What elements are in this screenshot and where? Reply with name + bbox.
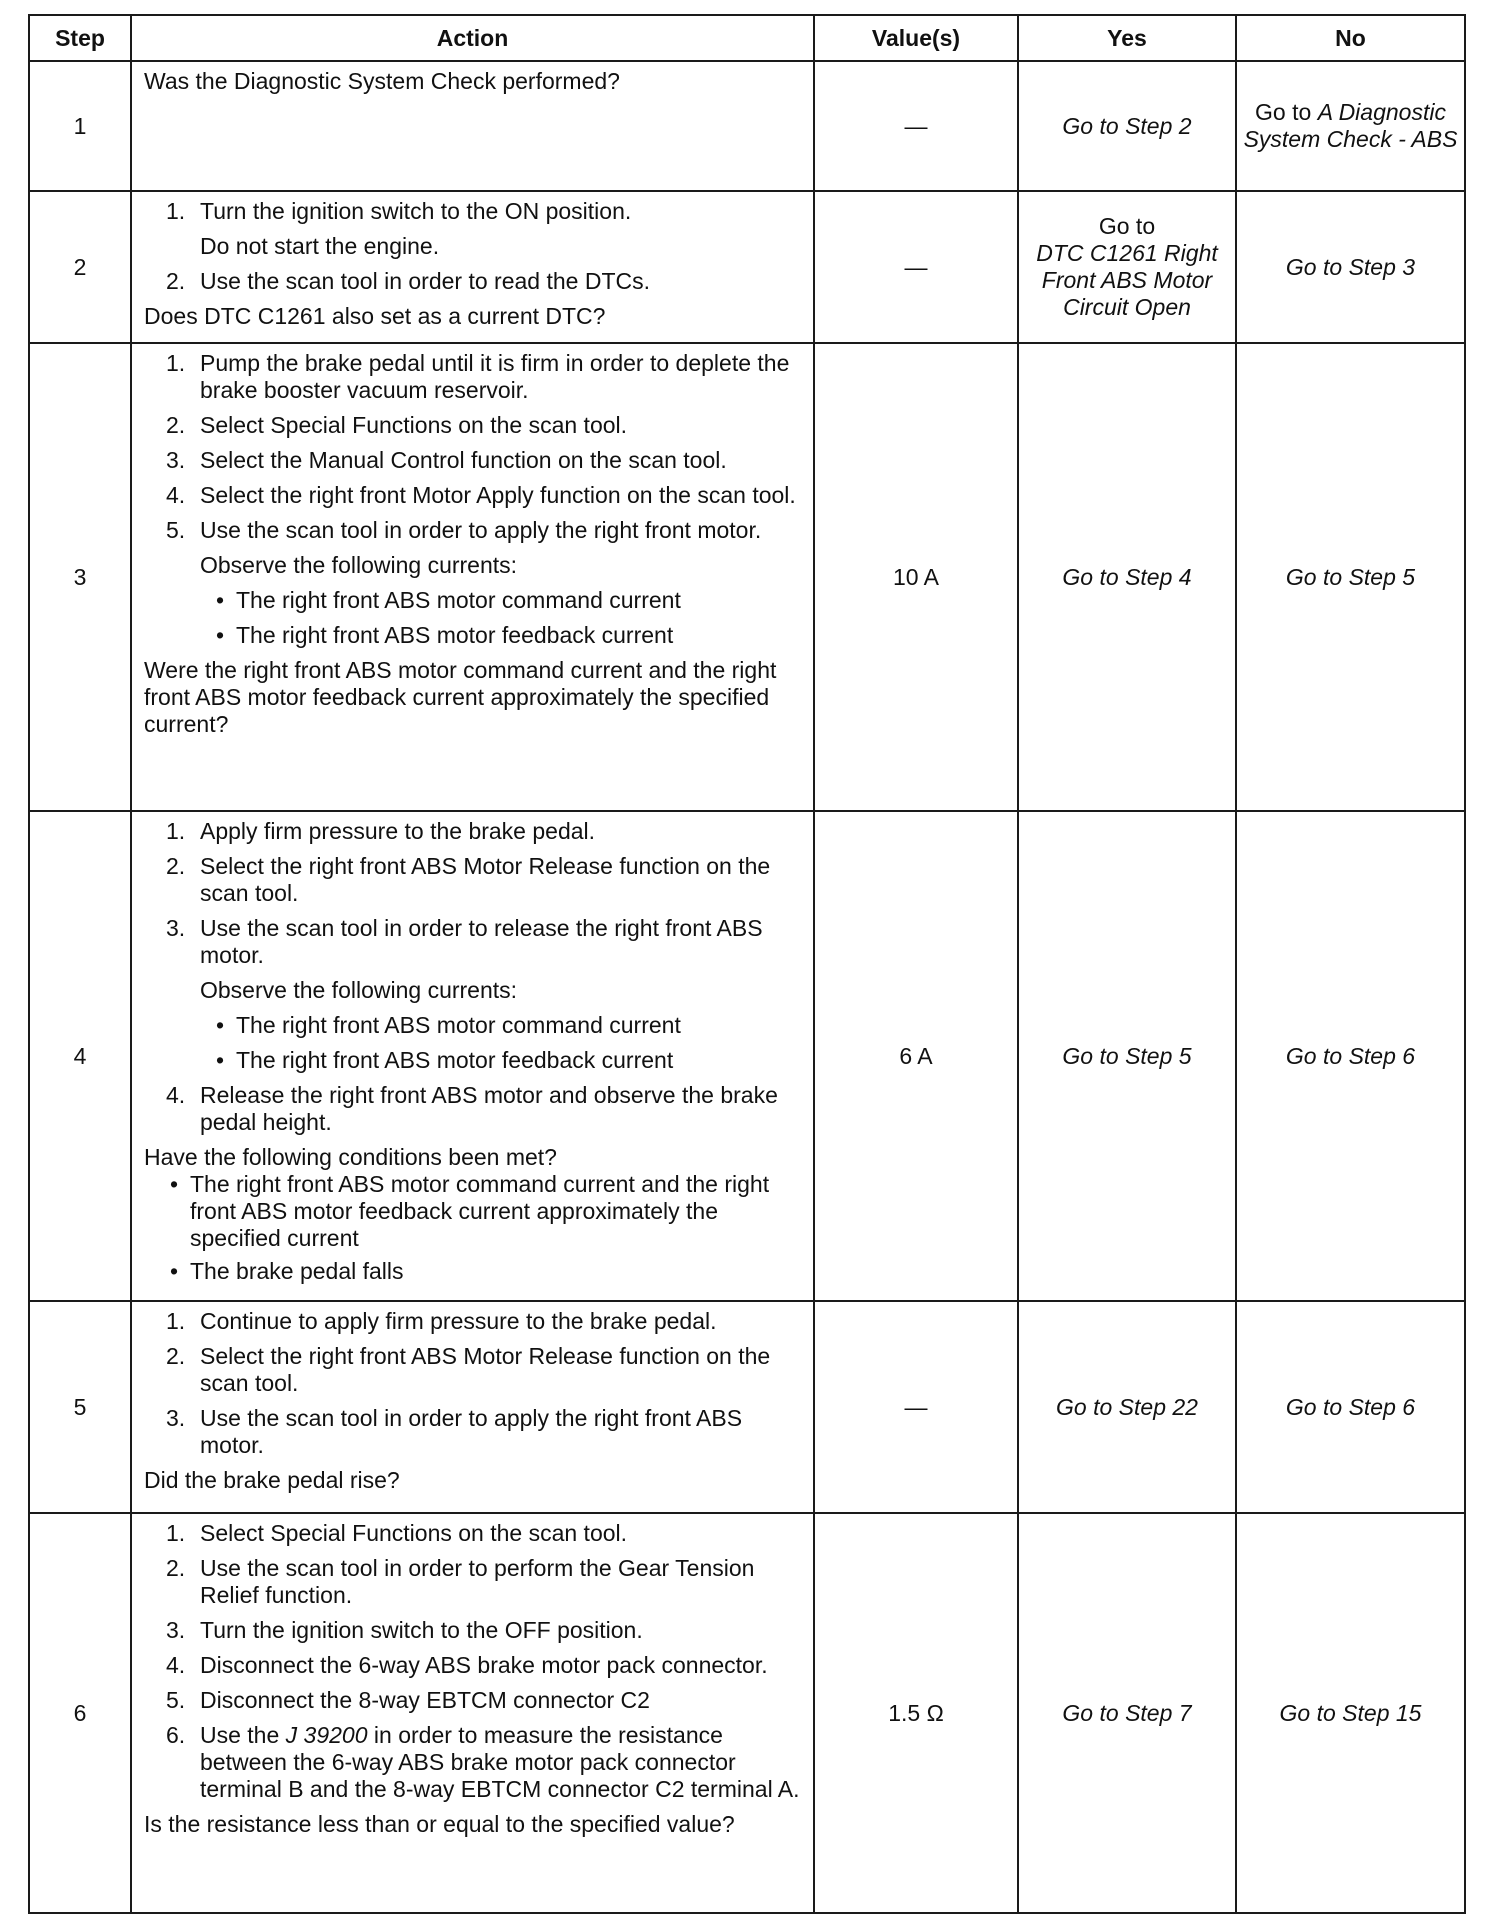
observe-text: Observe the following currents:: [200, 552, 518, 578]
value-cell: 10 A: [814, 343, 1018, 811]
action-cell: [131, 61, 814, 191]
value-cell: 1.5 Ω: [814, 1513, 1018, 1913]
value-cell: —: [814, 1301, 1018, 1513]
yes-prefix: Go to: [1098, 213, 1156, 239]
condition-item: • The brake pedal falls: [144, 1258, 803, 1285]
step-number: 4: [29, 811, 131, 1301]
step-number: 3: [29, 343, 131, 811]
value-cell: 6 A: [814, 811, 1018, 1301]
no-link[interactable]: A Diagnostic System Check - ABS: [1243, 99, 1458, 152]
diagnostic-table-page: [28, 14, 1464, 1914]
list-item: 1. Select Special Functions on the scan tool.: [166, 1520, 628, 1546]
list-item: 1. Continue to apply firm pressure to the brake pedal.: [166, 1308, 717, 1334]
table-row-step-3: [29, 343, 1465, 811]
list-item: 3. Select the Manual Control function on the scan tool.: [166, 447, 727, 473]
list-item: 4. Release the right front ABS motor and observe the brake pedal height.: [166, 1082, 778, 1135]
step-number: 1: [29, 61, 131, 191]
header-yes: Yes: [1018, 15, 1236, 61]
table-row-step-4: [29, 811, 1465, 1301]
list-item: 2. Use the scan tool in order to perform the Gear Tension Relief function.: [166, 1555, 755, 1608]
question-text: Was the Diagnostic System Check performed?: [144, 68, 620, 94]
yes-cell[interactable]: Go to Step 5: [1018, 811, 1236, 1301]
question-text: Have the following conditions been met?: [144, 1144, 557, 1170]
list-item: 5. Disconnect the 8-way EBTCM connector C2: [166, 1687, 650, 1713]
diagnostic-table: [28, 14, 1466, 1914]
list-item: 6. Use the J 39200 in order to measure the resistance between the 6-way ABS brake motor pack connector terminal B and the 8-way EBTCM connector C2 terminal A.: [166, 1722, 800, 1802]
question-text: Is the resistance less than or equal to the specified value?: [144, 1811, 735, 1837]
header-no: No: [1236, 15, 1465, 61]
yes-cell[interactable]: Go to Step 22: [1018, 1301, 1236, 1513]
table-row-step-5: [29, 1301, 1465, 1513]
condition-item: • The right front ABS motor command current and the right front ABS motor feedback current approximately the specified current: [144, 1171, 803, 1252]
list-item: 2. Select the right front ABS Motor Release function on the scan tool.: [166, 853, 771, 906]
header-step: Step: [29, 15, 131, 61]
list-item: 2. Select Special Functions on the scan tool.: [166, 412, 628, 438]
action-cell: [131, 343, 814, 811]
value-cell: —: [814, 61, 1018, 191]
step-number: 2: [29, 191, 131, 343]
action-cell: [131, 1513, 814, 1913]
value-cell: —: [814, 191, 1018, 343]
list-item: 4. Select the right front Motor Apply function on the scan tool.: [166, 482, 796, 508]
list-item: 2. Use the scan tool in order to read the DTCs.: [166, 268, 650, 294]
header-action: Action: [131, 15, 814, 61]
list-item: 3. Use the scan tool in order to apply the right front ABS motor.: [166, 1405, 743, 1458]
table-row-step-1: [29, 61, 1465, 191]
list-item: 5. Use the scan tool in order to apply the right front motor. Observe the following currents: • The right front ABS motor command current • The right front ABS motor feedback current: [166, 517, 803, 649]
bullet-item: • The right front ABS motor command current: [200, 1012, 803, 1039]
list-item: 1. Apply firm pressure to the brake pedal.: [166, 818, 596, 844]
no-cell[interactable]: Go to Step 5: [1236, 343, 1465, 811]
step-number: 6: [29, 1513, 131, 1913]
list-item: 1. Pump the brake pedal until it is firm in order to deplete the brake booster vacuum reservoir.: [166, 350, 790, 403]
item-note: Do not start the engine.: [200, 233, 440, 259]
header-row: [29, 15, 1465, 61]
no-cell[interactable]: Go to Step 3: [1236, 191, 1465, 343]
action-cell: [131, 191, 814, 343]
bullet-item: • The right front ABS motor command current: [200, 587, 803, 614]
list-item: 1. Turn the ignition switch to the ON position. Do not start the engine.: [166, 198, 803, 260]
action-cell: [131, 1301, 814, 1513]
question-text: Does DTC C1261 also set as a current DTC?: [144, 303, 606, 329]
no-cell[interactable]: Go to Step 15: [1236, 1513, 1465, 1913]
no-cell[interactable]: [1236, 61, 1465, 191]
question-text: Did the brake pedal rise?: [144, 1467, 400, 1493]
no-cell[interactable]: Go to Step 6: [1236, 811, 1465, 1301]
question-text: Were the right front ABS motor command current and the right front ABS motor feedback current approximately the specified current?: [144, 657, 777, 737]
list-item: 4. Disconnect the 6-way ABS brake motor pack connector.: [166, 1652, 768, 1678]
table-row-step-6: [29, 1513, 1465, 1913]
yes-cell[interactable]: [1018, 191, 1236, 343]
observe-text: Observe the following currents:: [200, 977, 518, 1003]
bullet-item: • The right front ABS motor feedback current: [200, 622, 803, 649]
bullet-item: • The right front ABS motor feedback current: [200, 1047, 803, 1074]
no-cell[interactable]: Go to Step 6: [1236, 1301, 1465, 1513]
list-item: 2. Select the right front ABS Motor Release function on the scan tool.: [166, 1343, 771, 1396]
yes-cell[interactable]: Go to Step 4: [1018, 343, 1236, 811]
table-row-step-2: [29, 191, 1465, 343]
list-item: 3. Use the scan tool in order to release the right front ABS motor. Observe the following currents: • The right front ABS motor command current • The right front ABS motor feedback current: [166, 915, 803, 1074]
action-cell: [131, 811, 814, 1301]
list-item: 3. Turn the ignition switch to the OFF position.: [166, 1617, 643, 1643]
yes-cell[interactable]: Go to Step 2: [1018, 61, 1236, 191]
header-value: Value(s): [814, 15, 1018, 61]
yes-cell[interactable]: Go to Step 7: [1018, 1513, 1236, 1913]
step-number: 5: [29, 1301, 131, 1513]
yes-link[interactable]: DTC C1261 Right Front ABS Motor Circuit Open: [1036, 240, 1218, 320]
no-prefix: Go to: [1255, 99, 1318, 125]
tool-reference[interactable]: J 39200: [285, 1722, 368, 1748]
